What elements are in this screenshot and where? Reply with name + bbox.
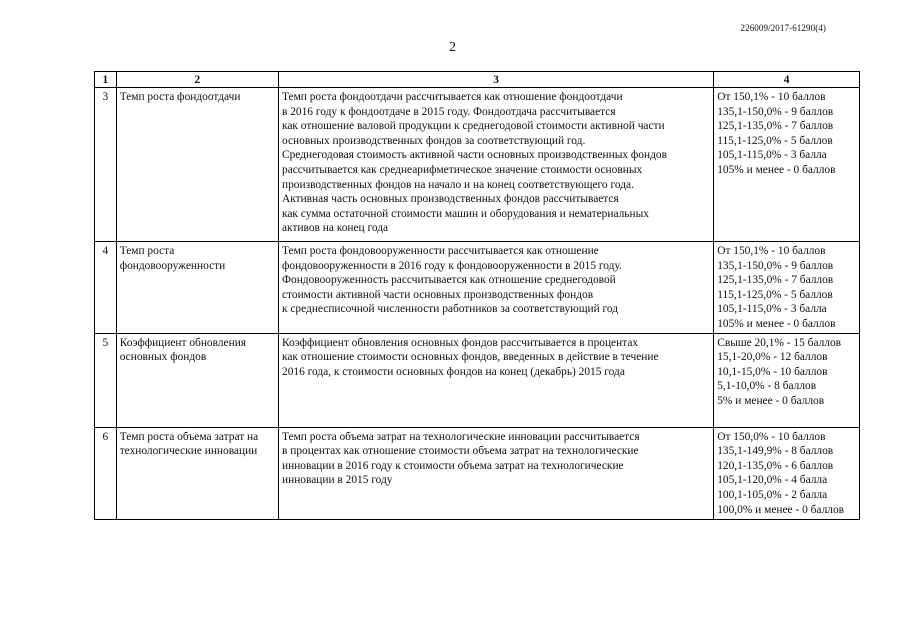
text-line: как отношение стоимости основных фондов, введенных в действие в течение xyxy=(282,351,659,364)
text-line: Коэффициент обновления основных фондов рассчитывается в процентах xyxy=(282,336,639,349)
score-line: 105,1-120,0% - 4 балла xyxy=(717,474,828,487)
score-line: 135,1-150,0% - 9 баллов xyxy=(717,259,834,272)
indicator-name xyxy=(116,427,278,519)
text-line: Среднегодовая стоимость активной части основных производственных фондов xyxy=(282,149,667,162)
text-line: к среднесписочной численности работников за соответствующий год xyxy=(282,303,619,316)
table-row xyxy=(95,242,860,334)
score-line: 115,1-125,0% - 5 баллов xyxy=(717,288,833,301)
text-line: Коэффициент обновления xyxy=(119,336,247,349)
score-line: 105% и менее - 0 баллов xyxy=(717,317,836,330)
score-line: 105% и менее - 0 баллов xyxy=(717,163,836,176)
score-line: 10,1-15,0% - 10 баллов xyxy=(717,365,828,378)
text-line: инновации в 2016 году к стоимости объема затрат на технологические xyxy=(282,459,624,472)
score-line: 15,1-20,0% - 12 баллов xyxy=(717,351,828,364)
criteria-table xyxy=(94,71,860,520)
text-line: 2016 года, к стоимости основных фондов на конец (декабрь) 2015 года xyxy=(282,365,625,378)
row-number: 4 xyxy=(95,242,117,334)
score-line: 120,1-135,0% - 6 баллов xyxy=(717,459,834,472)
calculation-description xyxy=(279,333,714,427)
text-line: в 2016 году к фондоотдаче в 2015 году. Фондоотдача рассчитывается xyxy=(282,105,616,118)
score-line: 115,1-125,0% - 5 баллов xyxy=(717,134,833,147)
score-line: 105,1-115,0% - 3 балла xyxy=(717,149,827,162)
score-line: От 150,0% - 10 баллов xyxy=(717,430,826,443)
text-line: Фондовооруженность рассчитывается как отношение среднегодовой xyxy=(282,274,616,287)
column-header: 2 xyxy=(116,72,278,88)
column-header: 4 xyxy=(714,72,860,88)
score-line: 135,1-150,0% - 9 баллов xyxy=(717,105,834,118)
table-row xyxy=(95,333,860,427)
row-number: 3 xyxy=(95,88,117,242)
calculation-description xyxy=(279,427,714,519)
text-line: Темп роста объема затрат на технологические инновации рассчитывается xyxy=(282,430,640,443)
calculation-description xyxy=(279,242,714,334)
table-row xyxy=(95,88,860,242)
score-line: 5,1-10,0% - 8 баллов xyxy=(717,380,817,393)
score-scale xyxy=(714,427,860,519)
row-number: 6 xyxy=(95,427,117,519)
table-row xyxy=(95,427,860,519)
indicator-name xyxy=(116,333,278,427)
indicator-name xyxy=(116,242,278,334)
text-line: Активная часть основных производственных фондов рассчитывается xyxy=(282,193,619,206)
score-scale xyxy=(714,333,860,427)
column-header: 1 xyxy=(95,72,117,88)
score-scale xyxy=(714,88,860,242)
table-header-row xyxy=(95,72,860,88)
text-line: стоимости активной части основных производственных фондов xyxy=(282,288,594,301)
score-line: 125,1-135,0% - 7 баллов xyxy=(717,274,834,287)
text-line: как сумма остаточной стоимости машин и оборудования и нематериальных xyxy=(282,207,649,220)
score-line: 135,1-149,9% - 8 баллов xyxy=(717,445,834,458)
text-line: активов на конец года xyxy=(282,222,389,235)
calculation-description xyxy=(279,88,714,242)
indicator-name xyxy=(116,88,278,242)
text-line: Темп роста фондовооруженности рассчитывается как отношение xyxy=(282,245,599,257)
score-line: 105,1-115,0% - 3 балла xyxy=(717,303,827,316)
text-line: фондовооруженности в 2016 году к фондовооруженности в 2015 году. xyxy=(282,259,622,272)
text-line: как отношение валовой продукции к среднегодовой стоимости активной части xyxy=(282,120,665,133)
score-scale xyxy=(714,242,860,334)
text-line: производственных фондов на начало и на конец соответствующего года. xyxy=(282,178,634,191)
text-line: основных фондов xyxy=(119,351,207,364)
text-line: Темп роста объема затрат на xyxy=(119,430,259,443)
text-line: в процентах как отношение стоимости объема затрат на технологические xyxy=(282,445,639,458)
score-line: 125,1-135,0% - 7 баллов xyxy=(717,120,834,133)
text-line: основных производственных фондов за соответствующий год. xyxy=(282,134,586,147)
row-number: 5 xyxy=(95,333,117,427)
page-number: 2 xyxy=(449,40,456,55)
text-line: Темп роста xyxy=(119,245,175,257)
text-line: Темп роста фондоотдачи рассчитывается как отношение фондоотдачи xyxy=(282,91,623,103)
score-line: 100,1-105,0% - 2 балла xyxy=(717,488,828,501)
text-line: фондовооруженности xyxy=(119,259,226,272)
text-line: Темп роста фондоотдачи xyxy=(119,91,241,103)
column-header: 3 xyxy=(279,72,714,88)
score-line: Свыше 20,1% - 15 баллов xyxy=(717,336,842,349)
text-line: инновации в 2015 году xyxy=(282,474,393,487)
score-line: От 150,1% - 10 баллов xyxy=(717,91,826,103)
document-number: 226009/2017-61290(4) xyxy=(740,23,826,33)
text-line: технологические инновации xyxy=(119,445,258,458)
score-line: 100,0% и менее - 0 баллов xyxy=(717,503,845,516)
score-line: От 150,1% - 10 баллов xyxy=(717,245,826,257)
score-line: 5% и менее - 0 баллов xyxy=(717,394,825,407)
text-line: рассчитывается как среднеарифметическое значение стоимости основных xyxy=(282,163,643,176)
